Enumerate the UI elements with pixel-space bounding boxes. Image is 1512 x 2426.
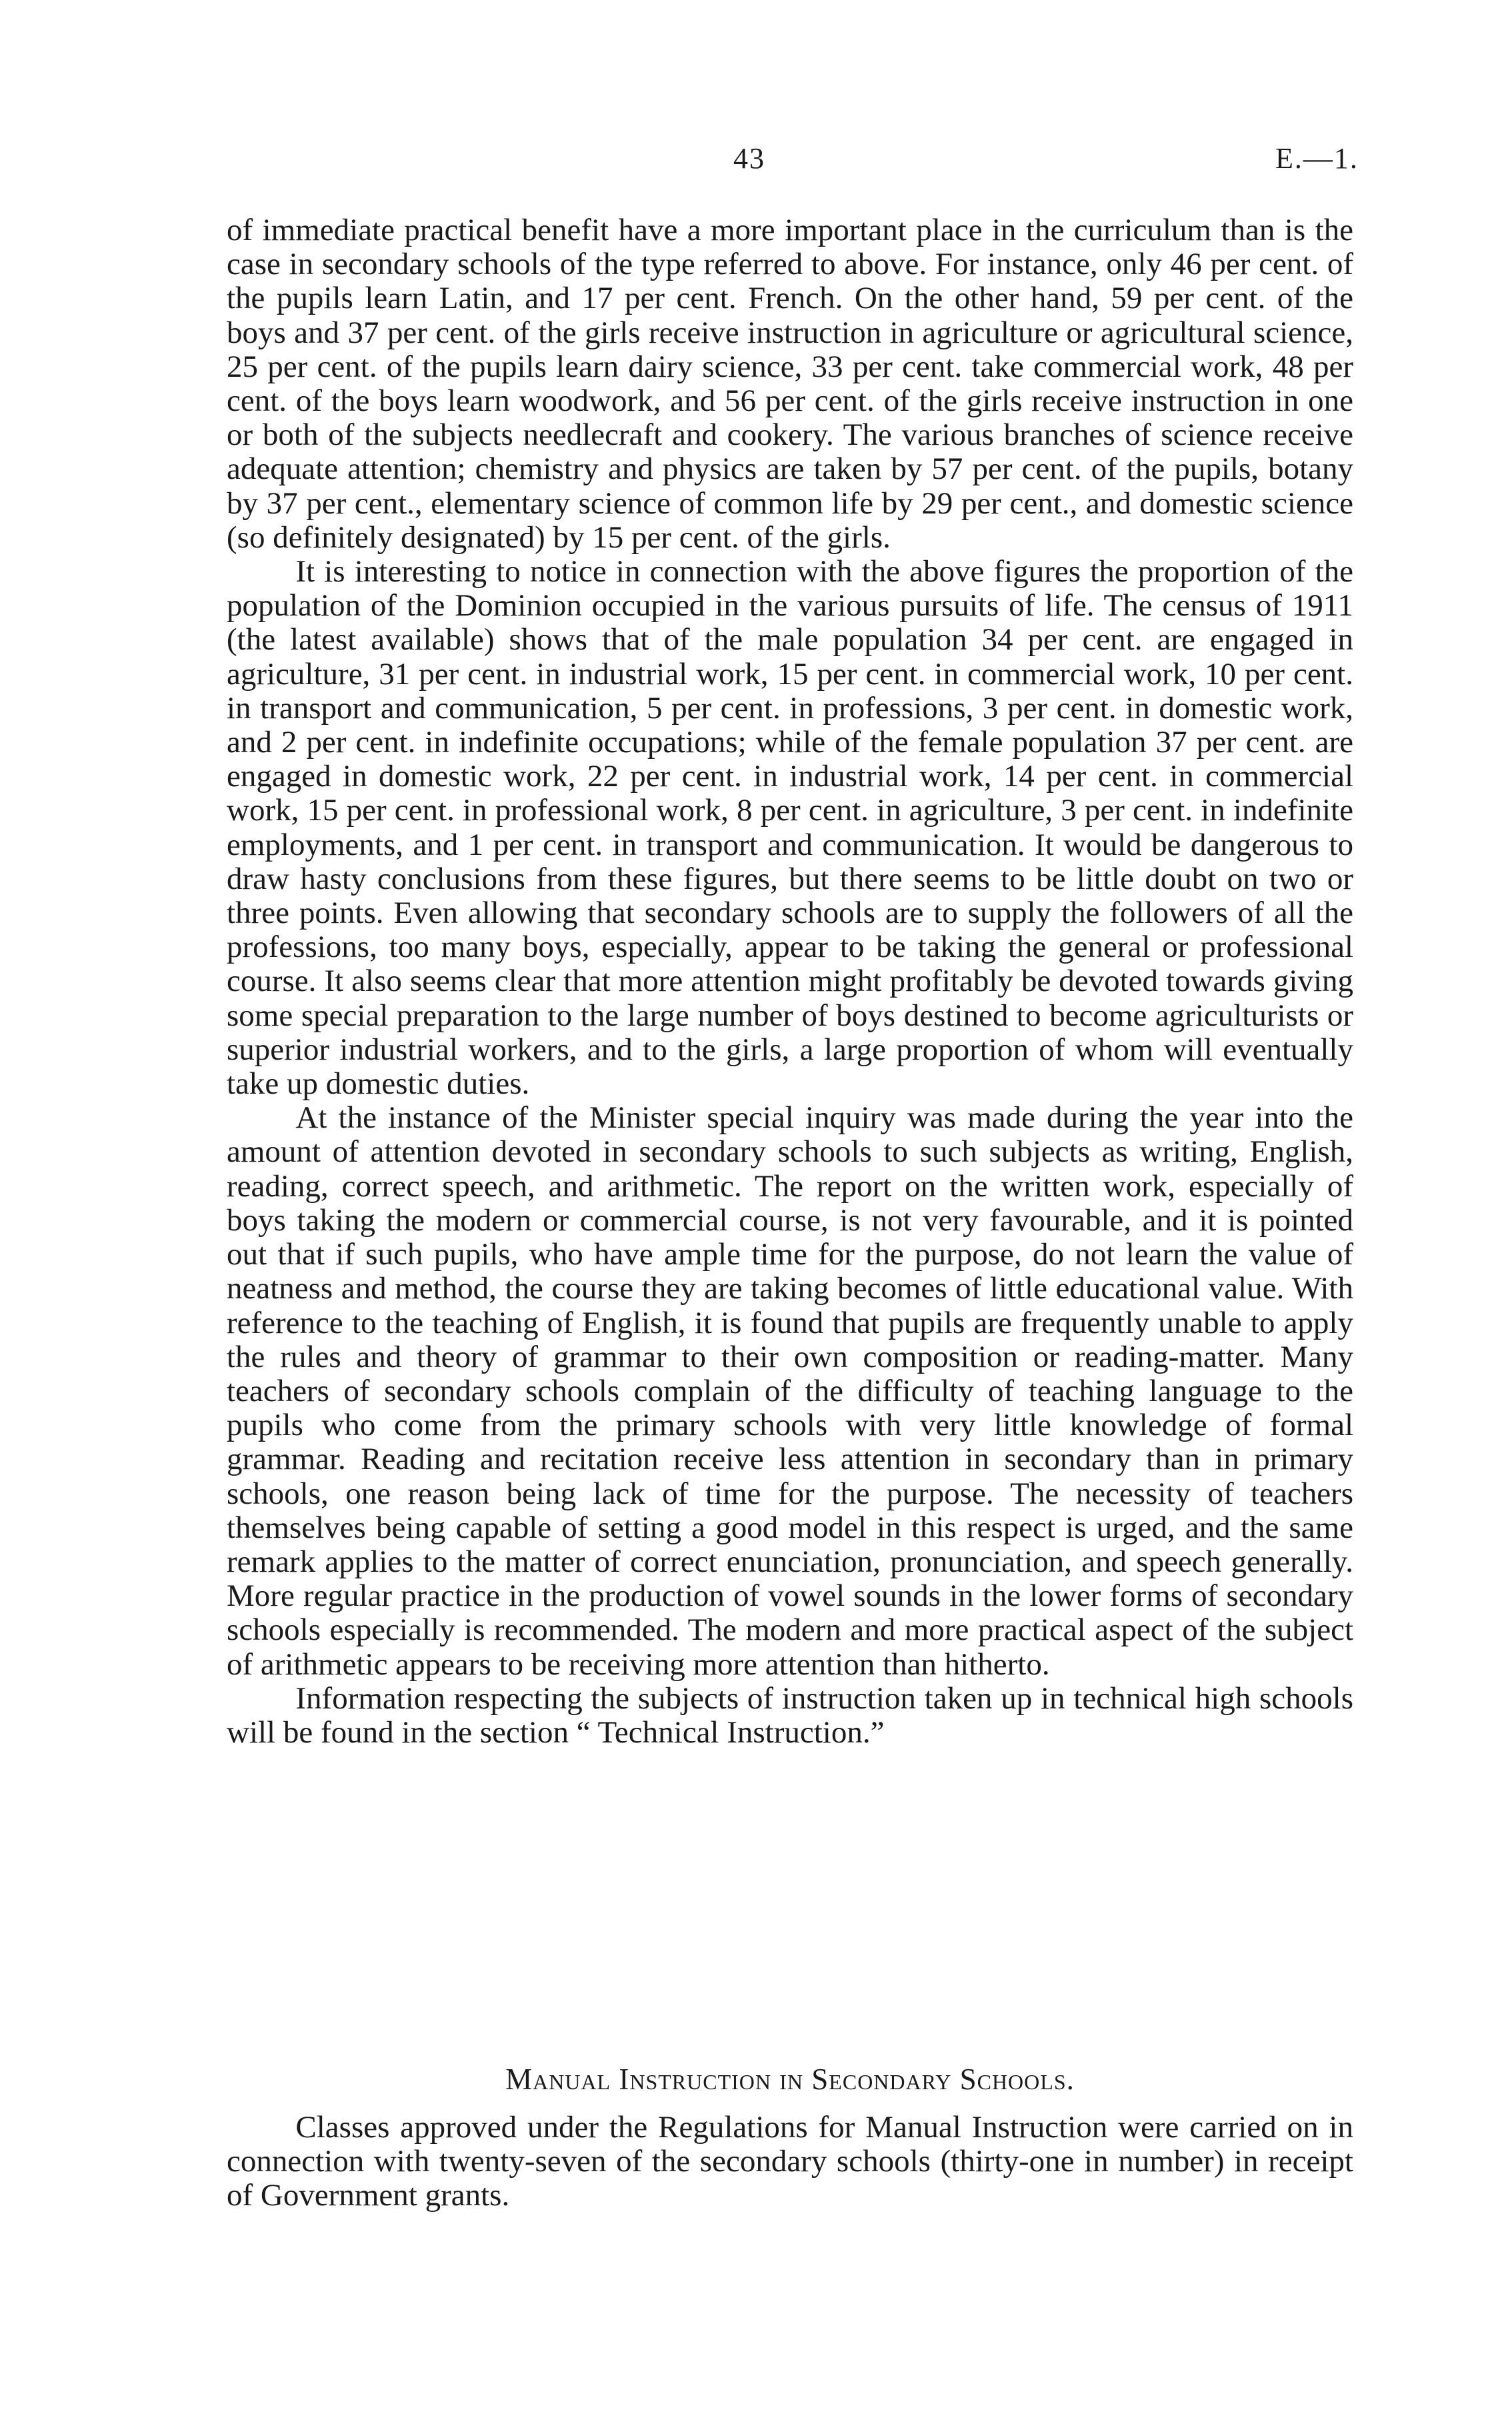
- paragraph-manual-instruction: Classes approved under the Regulations for Manual Instruction were carried on in connection with twenty-seven of the secondary schools (thirty-one in number) in receipt of Government grants.: [227, 2110, 1353, 2213]
- paragraph-inquiry: At the instance of the Minister special inquiry was made during the year into the amount of attention devoted in secondary schools to such subjects as writing, English, reading, correct speech, and arithmetic. The report on the written work, especially of boys taking the modern or commercial course, is not very favourable, and it is pointed out that if such pupils, who have ample time for the purpose, do not learn the value of neatness and method, the course they are taking becomes of little educational value. With reference to the teaching of English, it is found that pupils are frequently unable to apply the rules and theory of grammar to their own composition or reading-matter. Many teachers of secondary schools complain of the difficulty of teaching language to the pupils who come from the primary schools with very little knowledge of formal grammar. Reading and recitation receive less attention in secondary than in primary schools, one reason being lack of time for the purpose. The necessity of teachers themselves being capable of setting a good model in this respect is urged, and the same remark applies to the matter of correct enunciation, pronunciation, and speech generally. More regular practice in the production of vowel sounds in the lower forms of secondary schools especially is recommended. The modern and more practical aspect of the subject of arithmetic appears to be receiving more attention than hitherto.: [227, 1100, 1353, 1682]
- page-number: 43: [733, 142, 765, 175]
- section-heading: Manual Instruction in Secondary Schools.: [505, 2063, 1075, 2096]
- paragraph-curriculum: of immediate practical benefit have a more important place in the curriculum than is the case in secondary schools of the type referred to above. For instance, only 46 per cent. of the pupils learn Latin, and 17 per cent. French. On the other hand, 59 per cent. of the boys and 37 per cent. of the girls receive instruction in agriculture or agricultural science, 25 per cent. of the pupils learn dairy science, 33 per cent. take commercial work, 48 per cent. of the boys learn woodwork, and 56 per cent. of the girls receive instruction in one or both of the subjects needlecraft and cookery. The various branches of science receive adequate attention; chemistry and physics are taken by 57 per cent. of the pupils, botany by 37 per cent., elementary science of common life by 29 per cent., and domestic science (so definitely designated) by 15 per cent. of the girls.: [227, 213, 1353, 555]
- paragraph-census: It is interesting to notice in connection with the above figures the proportion of the population of the Dominion occupied in the various pursuits of life. The census of 1911 (the latest available) shows that of the male population 34 per cent. are engaged in agriculture, 31 per cent. in industrial work, 15 per cent. in commercial work, 10 per cent. in transport and communication, 5 per cent. in professions, 3 per cent. in domestic work, and 2 per cent. in indefinite occupations; while of the female population 37 per cent. are engaged in domestic work, 22 per cent. in industrial work, 14 per cent. in commercial work, 15 per cent. in professional work, 8 per cent. in agriculture, 3 per cent. in indefinite employments, and 1 per cent. in transport and communication. It would be dangerous to draw hasty conclusions from these figures, but there seems to be little doubt on two or three points. Even allowing that secondary schools are to supply the followers of all the professions, too many boys, especially, appear to be taking the general or professional course. It also seems clear that more attention might profitably be devoted towards giving some special preparation to the large number of boys destined to become agriculturists or superior industrial workers, and to the girls, a large proportion of whom will eventually take up domestic duties.: [227, 554, 1353, 1102]
- section-body: [227, 2111, 1353, 2213]
- body-text: [227, 213, 1353, 1750]
- paragraph-technical-reference: Information respecting the subjects of instruction taken up in technical high schools will be found in the section “ Technical Instruction.”: [227, 1680, 1353, 1750]
- document-reference: E.—1.: [1275, 142, 1359, 175]
